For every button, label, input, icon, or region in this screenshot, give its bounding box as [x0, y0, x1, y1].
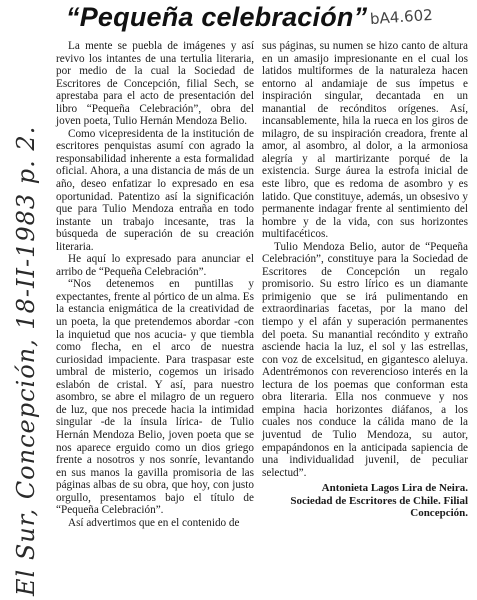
article-column-right	[262, 40, 468, 520]
paragraph: Como vicepresidenta de la institución de escritores penquistas asumí con agrado la responsabilidad inherente a esta formalidad oficial. Ahora, a una distancia de más de un año, deseo enfatizar lo expresado en esa oportunidad. Patentizo así la significación que para Tulio Mendoza entraña en todo instante un trabajo incesante, tras la búsqueda de superación de su creación literaria.	[56, 127, 254, 253]
paragraph: “Nos detenemos en puntillas y expectantes, frente al pórtico de un alma. Es la estancia enigmática de la creatividad de un poeta, la que pretendemos abordar -con la inquietud que nos acucia- y que tiembla como flecha, en el arco de nuestra curiosidad impaciente. Para traspasar este umbral de misterio, cogemos un irisado eslabón de cristal. Y así, para nuestro asombro, se abre el milagro de un reguero de luz, que nos precede hacia la intimidad singular -de la ínsula lírica- de Tulio Hernán Mendoza Belio, joven poeta que se nos aparece erguido como un dios griego frente a nosotros y nos sonríe, levantando en sus manos la gavilla promisoria de las páginas albas de su obra, que hoy, con justo orgullo, presentamos bajo el título de “Pequeña Celebración”.	[56, 278, 254, 517]
handwritten-source-note: El Sur, Concepción, 18-II-1983 p. 2.	[12, 125, 40, 596]
paragraph: Tulio Mendoza Belio, autor de “Pequeña Celebración”, constituye para la Sociedad de Escritores de Concepción un regalo promisorio. Su estro lírico es un diamante primigenio que se irá pulimentando en extraordinarias facetas, por la mano del tiempo y el afán y superación permanentes del poeta. Su manantial recóndito y extraño asciende hacia la luz, el sol y las estrellas, con voz de excelsitud, en gigantesco aleluya. Adentrémonos con reverencioso interés en la lectura de los poemas que conforman esta obra literaria. Ella nos conmueve y nos empina hacia horizontes diáfanos, a los cuales nos conduce la cálida mano de la juventud de Tulio Mendoza, su autor, empapándonos en la anticipada sapiencia de una individualidad juvenil, de peculiar selectud”.	[262, 240, 468, 479]
article-column-left	[56, 40, 254, 529]
paragraph: sus páginas, su numen se hizo canto de altura en un amasijo impresionante en el cual los latidos multiformes de la naturaleza hacen entorno al andamiaje de sus ímpetus e inspiración singular, decantada en un manantial de recónditos orígenes. Así, incansablemente, hila la rueca en los giros de milagro, de su inspiración creadora, frente al amor, al asombro, al dolor, a la armoniosa alegría y al martirizante porqué de la existencia. Surge áurea la estrofa inicial de este libro, que es redoma de asombro y es latido. Que constituye, además, un obsesivo y permanente indagar frente al sentimiento del hombre y de la vida, con sus horizontes multifacéticos.	[262, 40, 468, 241]
paragraph: Así advertimos que en el contenido de	[68, 516, 240, 529]
author-signature	[262, 482, 468, 520]
paragraph: He aquí lo expresado para anunciar el arribo de “Pequeña Celebración”.	[56, 253, 254, 278]
article-title: “Pequeña celebración”	[66, 2, 368, 32]
author-organization: Sociedad de Escritores de Chile. Filial	[290, 494, 468, 507]
archive-stamp: bA4.602	[369, 5, 434, 29]
paragraph: La mente se puebla de imágenes y así revivo los intantes de una tertulia literaria, por medio de la cual la Sociedad de Escritores de Concepción, filial Sech, se aprestaba para el acto de presentación del libro “Pequeña Celebración”, obra del joven poeta, Tulio Hernán Mendoza Belio.	[56, 40, 254, 128]
author-city: Concepción.	[410, 507, 468, 520]
author-name: Antonieta Lagos Lira de Neira.	[321, 482, 468, 495]
